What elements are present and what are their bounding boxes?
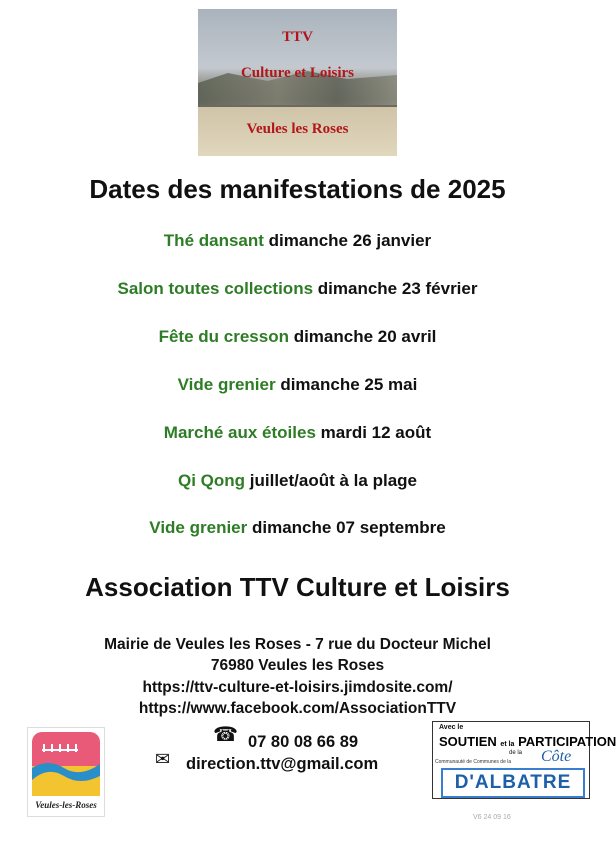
event-date: mardi 12 août bbox=[320, 423, 432, 442]
logo-soutien: SOUTIEN bbox=[439, 734, 497, 749]
email-address[interactable]: direction.ttv@gmail.com bbox=[186, 755, 379, 773]
event-name: Fête du cresson bbox=[158, 327, 289, 346]
event-item bbox=[0, 423, 595, 443]
email-icon: ✉ bbox=[155, 749, 171, 769]
town-emblem-icon bbox=[28, 728, 104, 800]
logo-participation: PARTICIPATION bbox=[518, 734, 616, 749]
event-name: Vide grenier bbox=[149, 518, 248, 537]
event-name: Qi Qong bbox=[178, 471, 246, 490]
facebook-link[interactable]: https://www.facebook.com/AssociationTTV bbox=[138, 700, 457, 717]
cote-albatre-logo bbox=[432, 721, 616, 799]
event-date: dimanche 26 janvier bbox=[268, 231, 432, 250]
header-photo bbox=[198, 9, 397, 156]
event-name: Vide grenier bbox=[177, 375, 276, 394]
association-name: Association TTV Culture et Loisirs bbox=[85, 572, 510, 602]
logo-caption: Veules-les-Roses bbox=[35, 800, 97, 810]
address-line-1: Mairie de Veules les Roses - 7 rue du Docteur Michel bbox=[104, 636, 491, 653]
website-link[interactable]: https://ttv-culture-et-loisirs.jimdosite.com/ bbox=[142, 679, 453, 696]
phone-icon: ☎ bbox=[213, 724, 238, 746]
event-date: dimanche 23 février bbox=[317, 279, 478, 298]
event-item bbox=[0, 518, 595, 538]
logo-avec-le: Avec le bbox=[439, 724, 464, 731]
logo-et-la: et la bbox=[500, 741, 515, 748]
photo-title-culture: Culture et Loisirs bbox=[240, 65, 355, 81]
logo-albatre: D'ALBATRE bbox=[441, 768, 585, 798]
event-item bbox=[0, 375, 595, 395]
version-code: V6 24 09 16 bbox=[473, 814, 511, 821]
event-name: Thé dansant bbox=[163, 231, 264, 250]
logo-de-la: de la bbox=[509, 750, 523, 756]
event-item bbox=[0, 327, 595, 347]
event-item bbox=[0, 231, 595, 251]
logo-cote: Côte bbox=[541, 748, 572, 765]
event-name: Marché aux étoiles bbox=[163, 423, 316, 442]
event-name: Salon toutes collections bbox=[117, 279, 314, 298]
event-date: dimanche 07 septembre bbox=[251, 518, 446, 537]
event-date: dimanche 20 avril bbox=[293, 327, 437, 346]
photo-title-town: Veules les Roses bbox=[246, 121, 349, 137]
photo-title-ttv: TTV bbox=[282, 29, 313, 45]
logo-communaute: Communauté de Communes de la bbox=[435, 759, 512, 765]
event-date: dimanche 25 mai bbox=[280, 375, 418, 394]
veules-les-roses-logo bbox=[27, 727, 105, 817]
logo-soutien-line bbox=[439, 734, 616, 749]
event-item bbox=[0, 279, 595, 299]
address-line-2: 76980 Veules les Roses bbox=[210, 657, 385, 674]
event-item bbox=[0, 471, 595, 491]
phone-number[interactable]: 07 80 08 66 89 bbox=[248, 733, 359, 751]
page-title: Dates des manifestations de 2025 bbox=[89, 174, 506, 204]
event-date: juillet/août à la plage bbox=[249, 471, 417, 490]
